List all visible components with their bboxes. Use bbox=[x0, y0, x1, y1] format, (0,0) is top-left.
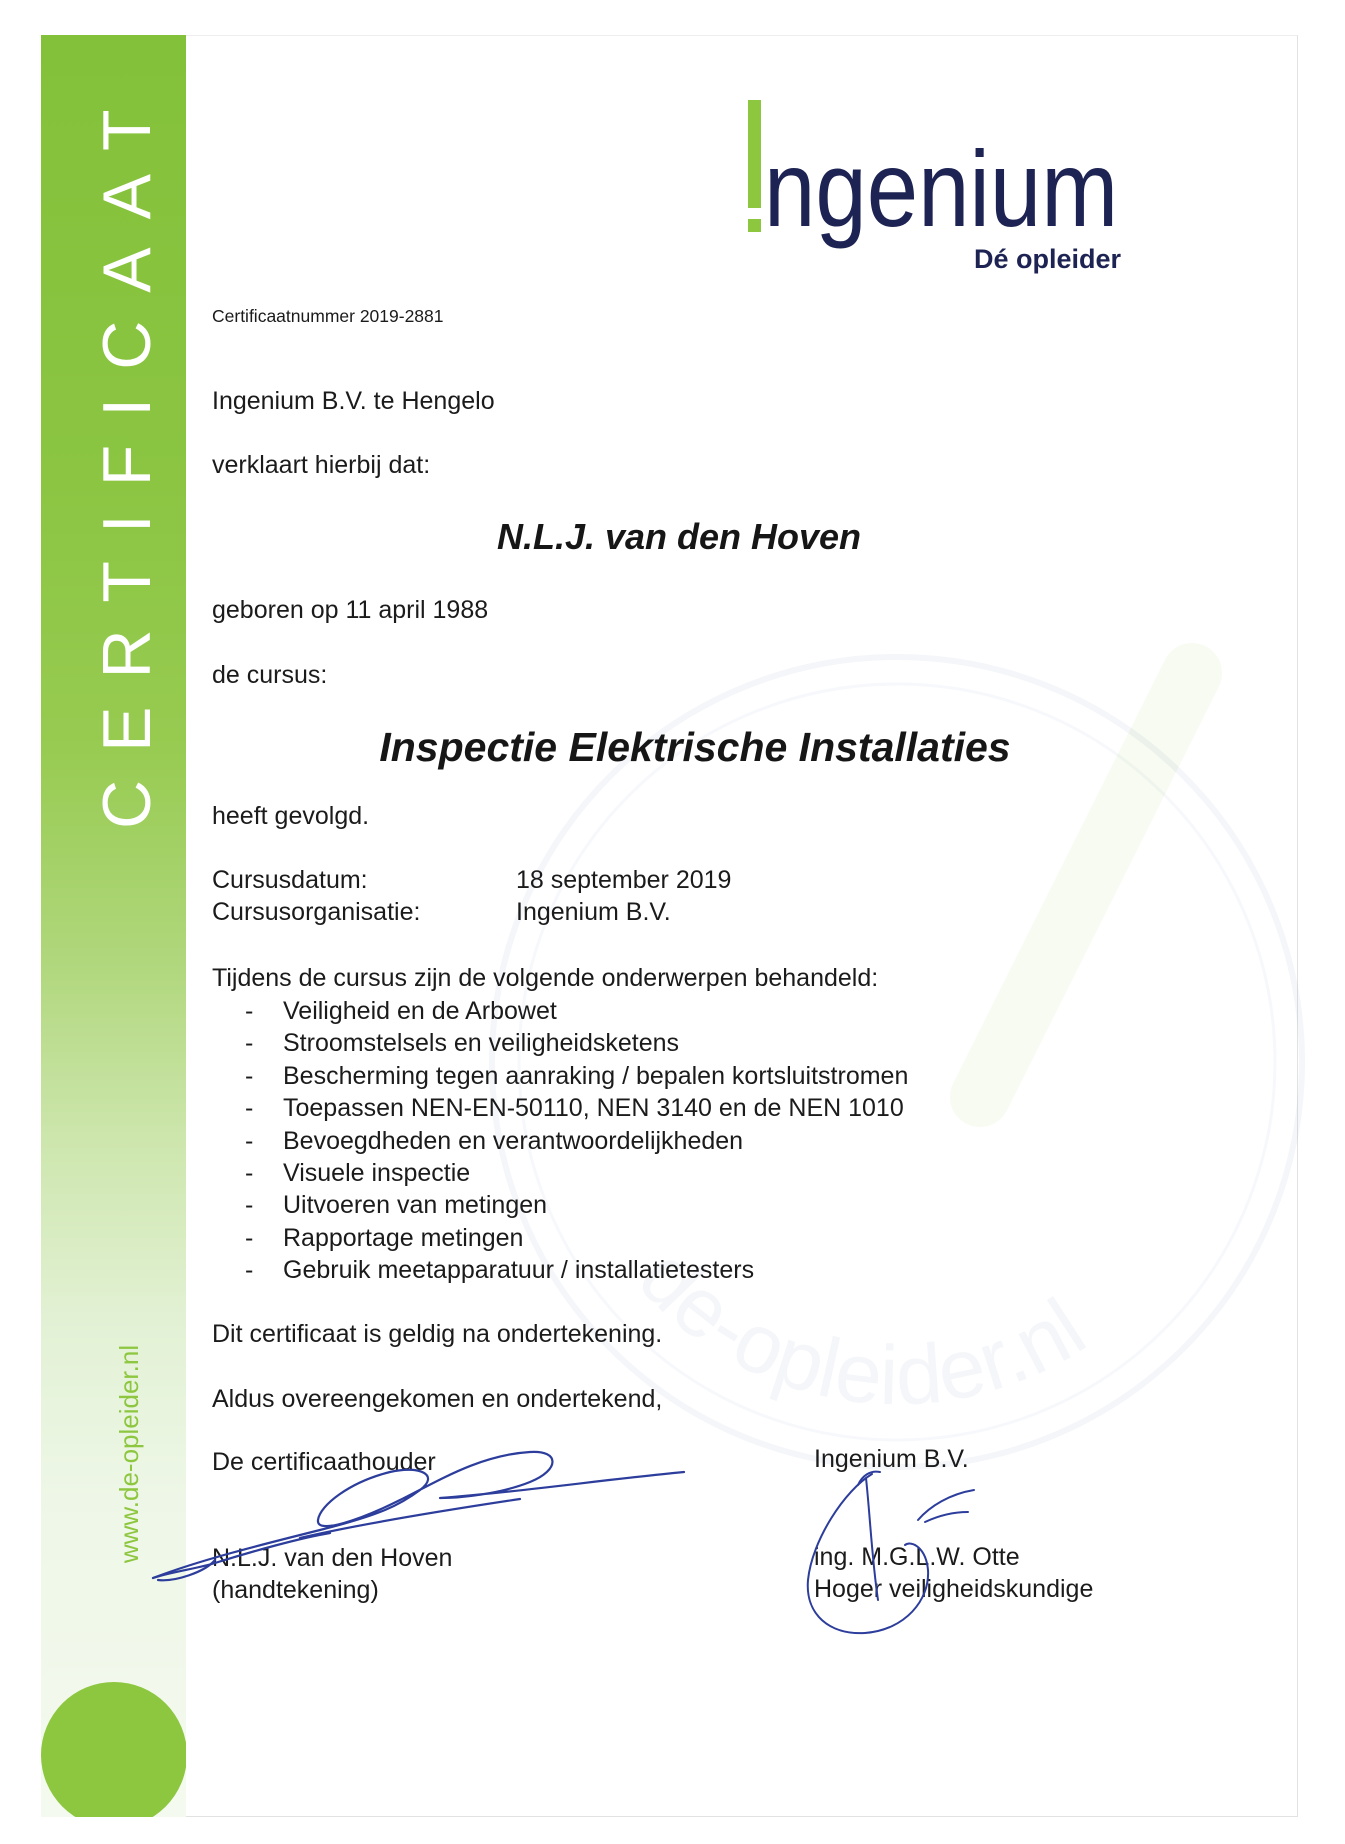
course-title: Inspectie Elektrische Installaties bbox=[379, 724, 1011, 770]
holder-signature-heading: De certificaathouder bbox=[212, 1448, 436, 1476]
topic-item bbox=[212, 995, 908, 1027]
topic-bullet: - bbox=[245, 997, 254, 1025]
topic-text: Visuele inspectie bbox=[283, 1158, 471, 1187]
sidebar-website: www.de-opleider.nl bbox=[114, 1344, 144, 1564]
topic-item bbox=[212, 1157, 908, 1189]
topic-item bbox=[212, 1092, 908, 1124]
issuer-signature-role: Hoger veiligheidskundige bbox=[814, 1575, 1094, 1603]
topic-bullet: - bbox=[245, 1126, 254, 1155]
completion-line: heeft gevolgd. bbox=[212, 802, 370, 830]
holder-signature-name: N.L.J. van den Hoven bbox=[212, 1544, 453, 1572]
topic-text: Bescherming tegen aanraking / bepalen kortsluitstromen bbox=[283, 1061, 909, 1090]
topic-item bbox=[212, 1189, 908, 1221]
topic-bullet: - bbox=[245, 1191, 254, 1220]
course-date-value: 18 september 2019 bbox=[516, 866, 732, 894]
topic-text: Rapportage metingen bbox=[283, 1223, 524, 1252]
topic-text: Stroomstelsels en veiligheidsketens bbox=[283, 1029, 680, 1058]
declaration-line: verklaart hierbij dat: bbox=[212, 451, 431, 479]
sidebar-title: CERTIFICAAT bbox=[89, 81, 165, 829]
topic-text: Bevoegdheden en verantwoordelijkheden bbox=[283, 1126, 744, 1155]
logo-wordmark: ngenium bbox=[764, 128, 1119, 249]
topic-item bbox=[212, 1027, 908, 1059]
certificate-number: Certificaatnummer 2019-2881 bbox=[212, 306, 444, 326]
course-intro: de cursus: bbox=[212, 661, 328, 689]
agreement-line: Aldus overeengekomen en ondertekend, bbox=[212, 1385, 663, 1413]
topic-bullet: - bbox=[245, 1094, 254, 1123]
topic-item bbox=[212, 1222, 908, 1254]
topic-bullet: - bbox=[245, 1158, 254, 1187]
topic-text: Toepassen NEN-EN-50110, NEN 3140 en de NEN 1010 bbox=[283, 1094, 904, 1123]
topic-bullet: - bbox=[245, 1061, 254, 1090]
topic-bullet: - bbox=[245, 1029, 254, 1058]
topic-text: Gebruik meetapparatuur / installatietesters bbox=[283, 1256, 755, 1285]
sidebar-band bbox=[41, 35, 186, 1817]
topics-list bbox=[212, 995, 908, 1287]
course-organisation-value: Ingenium B.V. bbox=[516, 898, 671, 926]
holder-name: N.L.J. van den Hoven bbox=[496, 516, 862, 557]
course-organisation-label: Cursusorganisatie: bbox=[212, 898, 421, 926]
topic-bullet: - bbox=[245, 1256, 254, 1285]
course-date-label: Cursusdatum: bbox=[212, 866, 368, 894]
topic-item bbox=[212, 1125, 908, 1157]
topic-text: Uitvoeren van metingen bbox=[283, 1191, 548, 1220]
logo-tagline: Dé opleider bbox=[973, 244, 1121, 274]
topics-intro: Tijdens de cursus zijn de volgende onderwerpen behandeld: bbox=[212, 964, 879, 992]
topic-bullet: - bbox=[245, 1223, 254, 1252]
issuer-signature-heading: Ingenium B.V. bbox=[814, 1445, 969, 1473]
validity-line: Dit certificaat is geldig na ondertekening. bbox=[212, 1320, 663, 1348]
birth-line: geboren op 11 april 1988 bbox=[212, 596, 489, 624]
logo-exclamation-dot bbox=[748, 219, 761, 232]
topic-item bbox=[212, 1060, 908, 1092]
topic-item bbox=[212, 1254, 908, 1286]
logo-exclamation-bar bbox=[748, 100, 761, 208]
topic-text: Veiligheid en de Arbowet bbox=[283, 997, 557, 1025]
issuer-signature-name: ing. M.G.L.W. Otte bbox=[814, 1543, 1020, 1571]
holder-signature-note: (handtekening) bbox=[212, 1576, 379, 1604]
sidebar-circle bbox=[41, 1682, 186, 1817]
issuer-line: Ingenium B.V. te Hengelo bbox=[212, 387, 495, 415]
watermark-text-path: de-opleider.nl bbox=[621, 1229, 1101, 1423]
